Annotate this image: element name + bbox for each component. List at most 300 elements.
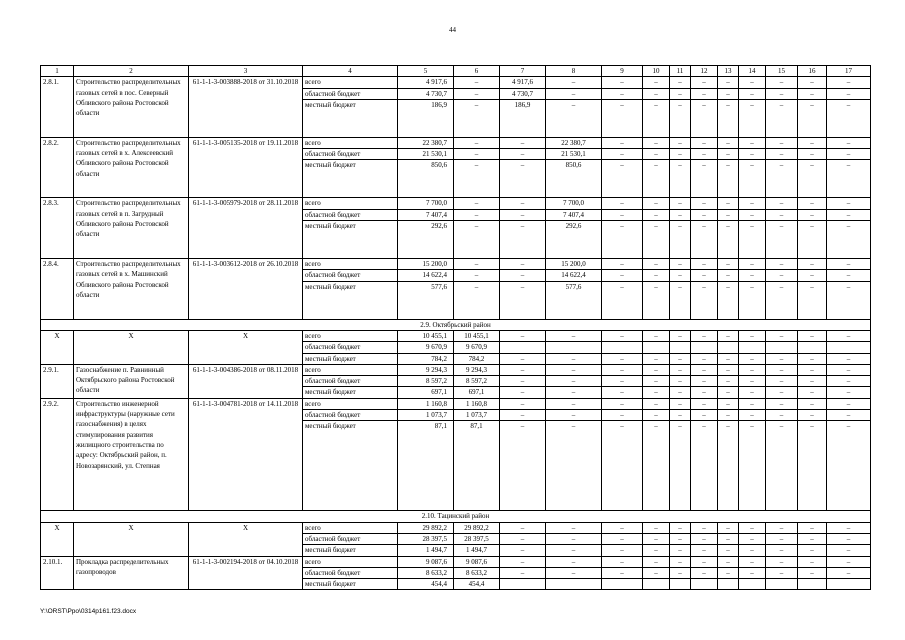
value-col-9: – [602, 545, 643, 556]
value-col-16: – [798, 160, 827, 198]
value-col-13: – [718, 533, 739, 544]
value-col-8: 292,6 [546, 221, 602, 259]
value-col-14: – [739, 198, 766, 209]
value-col-9: – [602, 270, 643, 281]
value-col-9: – [602, 387, 643, 398]
row-id: 2.8.4. [41, 259, 74, 320]
value-col-6: 28 397,5 [454, 533, 500, 544]
value-col-8: – [546, 545, 602, 556]
value-col-9: – [602, 522, 643, 533]
value-col-11: – [670, 281, 691, 319]
value-col-6: – [454, 259, 500, 270]
value-col-9: – [602, 137, 643, 148]
funding-source: всего [303, 77, 398, 88]
object-name: Строительство распределительных газовых сетей в пос. Северный Обливского района Ростовской области [74, 77, 189, 138]
value-col-6: 784,2 [454, 353, 500, 364]
value-col-10 [643, 579, 670, 590]
value-col-12: – [691, 149, 718, 160]
value-col-12: – [691, 270, 718, 281]
value-col-17: – [827, 160, 871, 198]
value-col-9: – [602, 410, 643, 421]
value-col-8: – [546, 421, 602, 511]
value-col-10: – [643, 387, 670, 398]
page-number: 44 [449, 26, 456, 34]
value-col-7: 4 730,7 [500, 88, 546, 99]
column-header-2: 2 [74, 66, 189, 77]
funding-source: местный бюджет [303, 281, 398, 319]
value-col-8: 577,6 [546, 281, 602, 319]
value-col-13: – [718, 556, 739, 567]
value-col-11 [670, 342, 691, 353]
value-col-15: – [766, 556, 798, 567]
value-col-17: – [827, 398, 871, 409]
value-col-10: – [643, 545, 670, 556]
funding-source: всего [303, 330, 398, 341]
value-col-5: 1 073,7 [398, 410, 454, 421]
value-col-5: 186,9 [398, 99, 454, 137]
value-col-7: – [500, 421, 546, 511]
value-col-5: 8 633,2 [398, 567, 454, 578]
value-col-17: – [827, 137, 871, 148]
value-col-15: – [766, 398, 798, 409]
value-col-5: 22 380,7 [398, 137, 454, 148]
funding-source: всего [303, 137, 398, 148]
value-col-15: – [766, 77, 798, 88]
budget-table [40, 65, 871, 590]
value-col-17: – [827, 209, 871, 220]
value-col-7 [500, 579, 546, 590]
column-header-15: 15 [766, 66, 798, 77]
value-col-10: – [643, 364, 670, 375]
value-col-9: – [602, 567, 643, 578]
table-row [41, 522, 871, 533]
value-col-6: 8 597,2 [454, 376, 500, 387]
value-col-8 [546, 579, 602, 590]
value-col-8: – [546, 567, 602, 578]
value-col-14 [739, 579, 766, 590]
value-col-10: – [643, 353, 670, 364]
value-col-13: – [718, 281, 739, 319]
value-col-13: – [718, 522, 739, 533]
value-col-16: – [798, 421, 827, 511]
value-col-6: – [454, 209, 500, 220]
value-col-13: – [718, 88, 739, 99]
value-col-12: – [691, 281, 718, 319]
value-col-10: – [643, 137, 670, 148]
value-col-6: – [454, 77, 500, 88]
value-col-17: – [827, 545, 871, 556]
value-col-12: – [691, 221, 718, 259]
value-col-12: – [691, 398, 718, 409]
value-col-9 [602, 342, 643, 353]
value-col-16: – [798, 198, 827, 209]
value-col-8: – [546, 364, 602, 375]
value-col-6: 1 073,7 [454, 410, 500, 421]
value-col-11: – [670, 410, 691, 421]
value-col-15: – [766, 387, 798, 398]
value-col-10: – [643, 281, 670, 319]
value-col-11: – [670, 149, 691, 160]
value-col-6: – [454, 281, 500, 319]
value-col-5: 21 530,1 [398, 149, 454, 160]
column-header-3: 3 [189, 66, 303, 77]
value-col-10: – [643, 410, 670, 421]
row-id: 2.8.2. [41, 137, 74, 198]
value-col-16: – [798, 77, 827, 88]
value-col-5: 697,1 [398, 387, 454, 398]
value-col-17: – [827, 364, 871, 375]
funding-source: местный бюджет [303, 353, 398, 364]
file-path-footer: Y:\ORST\Ppo\0314p161.f23.docx [40, 608, 137, 615]
value-col-12: – [691, 137, 718, 148]
funding-source: местный бюджет [303, 99, 398, 137]
value-col-11: – [670, 545, 691, 556]
value-col-17: – [827, 376, 871, 387]
object-name: Строительство распределительных газовых сетей в п. Загрудный Обливского района Ростовской области [74, 198, 189, 259]
document-ref: 61-1-1-3-005135-2018 от 19.11.2018 [189, 137, 303, 198]
value-col-13: – [718, 209, 739, 220]
value-col-6: 1 160,8 [454, 398, 500, 409]
value-col-16: – [798, 533, 827, 544]
value-col-9: – [602, 149, 643, 160]
value-col-15 [766, 342, 798, 353]
document-ref: 61-1-1-3-003888-2018 от 31.10.2018 [189, 77, 303, 138]
value-col-11: – [670, 221, 691, 259]
section-title: 2.9. Октябрьский район [41, 319, 871, 330]
value-col-12: – [691, 209, 718, 220]
funding-source: областной бюджет [303, 270, 398, 281]
value-col-16: – [798, 270, 827, 281]
funding-source: областной бюджет [303, 567, 398, 578]
value-col-7: – [500, 330, 546, 341]
value-col-17: – [827, 149, 871, 160]
object-name: Строительство распределительных газовых сетей в х. Машинский Обливского района Ростовской области [74, 259, 189, 320]
value-col-13 [718, 579, 739, 590]
value-col-10: – [643, 99, 670, 137]
value-col-11: – [670, 533, 691, 544]
table-row [41, 198, 871, 209]
value-col-10 [643, 342, 670, 353]
value-col-8: 15 200,0 [546, 259, 602, 270]
value-col-17: – [827, 533, 871, 544]
funding-source: всего [303, 198, 398, 209]
value-col-7: – [500, 259, 546, 270]
value-col-11: – [670, 209, 691, 220]
table-row [41, 77, 871, 88]
value-col-7: – [500, 281, 546, 319]
value-col-5: 454,4 [398, 579, 454, 590]
value-col-16: – [798, 137, 827, 148]
table-row [41, 398, 871, 409]
value-col-7: 186,9 [500, 99, 546, 137]
value-col-16 [798, 579, 827, 590]
value-col-15: – [766, 410, 798, 421]
value-col-5: 9 670,9 [398, 342, 454, 353]
value-col-12: – [691, 410, 718, 421]
value-col-7: – [500, 410, 546, 421]
value-col-16: – [798, 330, 827, 341]
value-col-11: – [670, 376, 691, 387]
value-col-7: – [500, 533, 546, 544]
value-col-13: – [718, 149, 739, 160]
value-col-6: 697,1 [454, 387, 500, 398]
value-col-8 [546, 342, 602, 353]
value-col-13: – [718, 198, 739, 209]
value-col-13: – [718, 221, 739, 259]
value-col-5: 29 892,2 [398, 522, 454, 533]
value-col-6: – [454, 270, 500, 281]
value-col-14: – [739, 160, 766, 198]
value-col-16: – [798, 387, 827, 398]
value-col-14: – [739, 364, 766, 375]
value-col-13: – [718, 421, 739, 511]
value-col-16: – [798, 522, 827, 533]
value-col-16: – [798, 567, 827, 578]
value-col-15: – [766, 259, 798, 270]
value-col-14: – [739, 88, 766, 99]
value-col-6: 8 633,2 [454, 567, 500, 578]
column-header-17: 17 [827, 66, 871, 77]
value-col-7: – [500, 387, 546, 398]
value-col-9: – [602, 281, 643, 319]
value-col-10: – [643, 421, 670, 511]
value-col-16: – [798, 221, 827, 259]
value-col-13: – [718, 330, 739, 341]
value-col-9: – [602, 364, 643, 375]
value-col-10: – [643, 376, 670, 387]
value-col-13: – [718, 160, 739, 198]
value-col-13: – [718, 567, 739, 578]
column-header-7: 7 [500, 66, 546, 77]
value-col-10: – [643, 556, 670, 567]
value-col-11: – [670, 364, 691, 375]
value-col-5: 87,1 [398, 421, 454, 511]
value-col-13: – [718, 99, 739, 137]
value-col-17: – [827, 99, 871, 137]
column-header-13: 13 [718, 66, 739, 77]
value-col-8: – [546, 99, 602, 137]
value-col-8: 14 622,4 [546, 270, 602, 281]
value-col-12: – [691, 364, 718, 375]
value-col-8: – [546, 410, 602, 421]
value-col-6: – [454, 137, 500, 148]
value-col-6: – [454, 99, 500, 137]
value-col-5: 15 200,0 [398, 259, 454, 270]
value-col-9: – [602, 198, 643, 209]
value-col-11: – [670, 77, 691, 88]
value-col-16 [798, 342, 827, 353]
value-col-7: – [500, 545, 546, 556]
value-col-14 [739, 342, 766, 353]
value-col-14: – [739, 556, 766, 567]
table-row [41, 364, 871, 375]
funding-source: всего [303, 364, 398, 375]
object-name: X [74, 330, 189, 364]
value-col-14: – [739, 281, 766, 319]
value-col-15: – [766, 330, 798, 341]
value-col-7: – [500, 221, 546, 259]
value-col-16: – [798, 398, 827, 409]
value-col-6: 9 087,6 [454, 556, 500, 567]
value-col-14: – [739, 533, 766, 544]
column-header-11: 11 [670, 66, 691, 77]
value-col-7: – [500, 198, 546, 209]
value-col-8: – [546, 533, 602, 544]
value-col-10: – [643, 259, 670, 270]
value-col-15: – [766, 137, 798, 148]
value-col-13: – [718, 376, 739, 387]
row-id: X [41, 330, 74, 364]
funding-source: областной бюджет [303, 88, 398, 99]
value-col-14: – [739, 270, 766, 281]
value-col-7: – [500, 376, 546, 387]
value-col-11: – [670, 160, 691, 198]
table-row [41, 137, 871, 148]
value-col-16: – [798, 99, 827, 137]
document-ref: X [189, 522, 303, 556]
value-col-9: – [602, 533, 643, 544]
value-col-8: – [546, 522, 602, 533]
row-id: 2.8.3. [41, 198, 74, 259]
value-col-8: – [546, 387, 602, 398]
value-col-16: – [798, 209, 827, 220]
value-col-17: – [827, 77, 871, 88]
column-header-14: 14 [739, 66, 766, 77]
document-ref: 61-1-1-3-005979-2018 от 28.11.2018 [189, 198, 303, 259]
document-ref: 61-1-1-3-002194-2018 от 04.10.2018 [189, 556, 303, 590]
value-col-10: – [643, 77, 670, 88]
value-col-5: 292,6 [398, 221, 454, 259]
value-col-17: – [827, 270, 871, 281]
value-col-11: – [670, 522, 691, 533]
value-col-10: – [643, 209, 670, 220]
value-col-7: – [500, 556, 546, 567]
value-col-13: – [718, 77, 739, 88]
value-col-14: – [739, 99, 766, 137]
column-header-4: 4 [303, 66, 398, 77]
funding-source: областной бюджет [303, 410, 398, 421]
value-col-7 [500, 342, 546, 353]
funding-source: местный бюджет [303, 421, 398, 511]
value-col-17: – [827, 522, 871, 533]
value-col-14: – [739, 522, 766, 533]
value-col-10: – [643, 533, 670, 544]
funding-source: областной бюджет [303, 149, 398, 160]
value-col-6: 29 892,2 [454, 522, 500, 533]
value-col-7: – [500, 522, 546, 533]
value-col-16: – [798, 410, 827, 421]
object-name: X [74, 522, 189, 556]
value-col-9: – [602, 259, 643, 270]
value-col-8: – [546, 88, 602, 99]
value-col-16: – [798, 259, 827, 270]
value-col-8: 7 700,0 [546, 198, 602, 209]
value-col-14: – [739, 398, 766, 409]
column-header-10: 10 [643, 66, 670, 77]
value-col-9: – [602, 398, 643, 409]
value-col-7: 4 917,6 [500, 77, 546, 88]
value-col-8: 7 407,4 [546, 209, 602, 220]
value-col-6: 10 455,1 [454, 330, 500, 341]
value-col-10: – [643, 270, 670, 281]
value-col-9: – [602, 556, 643, 567]
value-col-9: – [602, 99, 643, 137]
value-col-12 [691, 579, 718, 590]
value-col-16: – [798, 545, 827, 556]
value-col-7: – [500, 270, 546, 281]
value-col-14: – [739, 421, 766, 511]
funding-source: областной бюджет [303, 342, 398, 353]
value-col-12: – [691, 376, 718, 387]
row-id: X [41, 522, 74, 556]
value-col-6: 1 494,7 [454, 545, 500, 556]
document-ref: 61-1-1-3-004386-2018 от 08.11.2018 [189, 364, 303, 398]
value-col-15: – [766, 88, 798, 99]
value-col-7: – [500, 364, 546, 375]
value-col-6: – [454, 221, 500, 259]
value-col-11: – [670, 353, 691, 364]
value-col-6: – [454, 160, 500, 198]
funding-source: всего [303, 398, 398, 409]
value-col-12: – [691, 421, 718, 511]
object-name: Прокладка распределительных газопроводов [74, 556, 189, 590]
value-col-5: 14 622,4 [398, 270, 454, 281]
value-col-16: – [798, 376, 827, 387]
value-col-6: – [454, 88, 500, 99]
value-col-17: – [827, 421, 871, 511]
value-col-16: – [798, 149, 827, 160]
value-col-5: 7 407,4 [398, 209, 454, 220]
value-col-17: – [827, 221, 871, 259]
value-col-12: – [691, 330, 718, 341]
value-col-11: – [670, 567, 691, 578]
value-col-8: – [546, 330, 602, 341]
value-col-11: – [670, 330, 691, 341]
value-col-13: – [718, 410, 739, 421]
value-col-8: – [546, 556, 602, 567]
value-col-15: – [766, 353, 798, 364]
value-col-11: – [670, 398, 691, 409]
value-col-5: 1 494,7 [398, 545, 454, 556]
value-col-13: – [718, 545, 739, 556]
value-col-14: – [739, 410, 766, 421]
value-col-15: – [766, 160, 798, 198]
value-col-15: – [766, 364, 798, 375]
value-col-10: – [643, 522, 670, 533]
value-col-11: – [670, 198, 691, 209]
value-col-11: – [670, 137, 691, 148]
value-col-5: 4 730,7 [398, 88, 454, 99]
value-col-6: 9 294,3 [454, 364, 500, 375]
funding-source: областной бюджет [303, 376, 398, 387]
row-id: 2.10.1. [41, 556, 74, 590]
value-col-14: – [739, 330, 766, 341]
value-col-5: 9 294,3 [398, 364, 454, 375]
value-col-12: – [691, 99, 718, 137]
funding-source: всего [303, 556, 398, 567]
value-col-14: – [739, 545, 766, 556]
value-col-12: – [691, 567, 718, 578]
value-col-12: – [691, 556, 718, 567]
column-header-9: 9 [602, 66, 643, 77]
value-col-6: 9 670,9 [454, 342, 500, 353]
value-col-8: 21 530,1 [546, 149, 602, 160]
value-col-11: – [670, 421, 691, 511]
value-col-15: – [766, 567, 798, 578]
value-col-14: – [739, 376, 766, 387]
value-col-14: – [739, 353, 766, 364]
value-col-17 [827, 342, 871, 353]
